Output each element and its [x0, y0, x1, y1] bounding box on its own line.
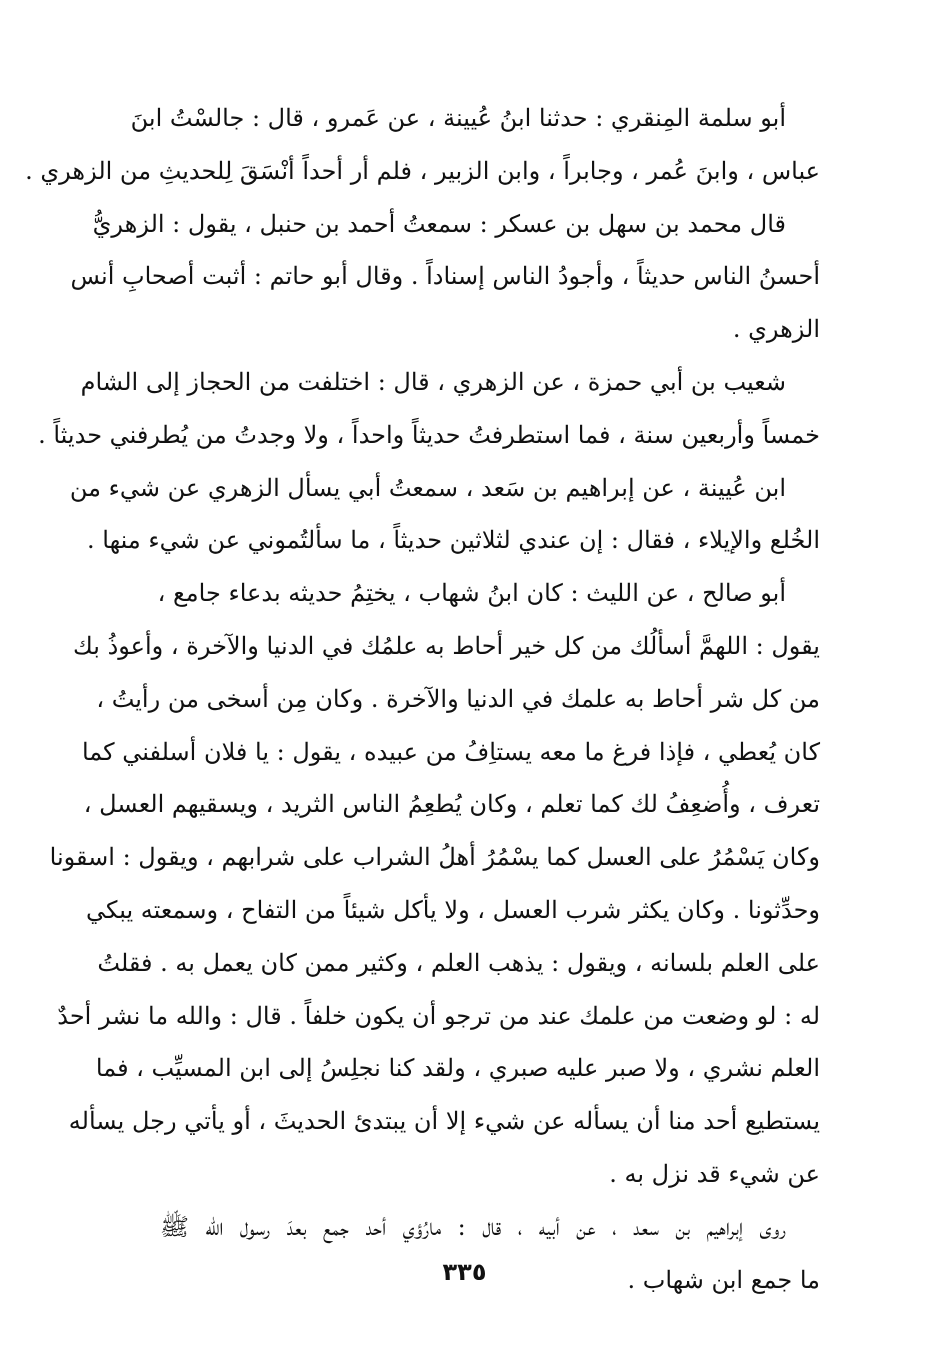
text-line: ما جمع ابن شهاب . [627, 1265, 820, 1294]
text-line: ابن عُيينة ، عن إبراهيم بن سَعد ، سمعتُ أبي يسأل الزهري عن شيء من [69, 473, 786, 502]
text-line: عن شيء قد نزل به . [609, 1159, 820, 1188]
text-line: من كل شر أحاط به علمك في الدنيا والآخرة . وكان مِن أسخى من رأيتُ ، [96, 684, 820, 713]
text-line: عباس ، وابنَ عُمر ، وجابراً ، وابن الزبير ، فلم أر أحداً أنْسَقَ لِلحديثِ من الزهري . [25, 156, 820, 185]
text-line: العلم نشري ، ولا صبر عليه صبري ، ولقد كنا نجلِسُ إلى ابن المسيِّب ، فما [95, 1054, 820, 1083]
text-line: روى إبراهيم بن سعد ، عن أبيه ، قال : مارُؤي أحد جمع بعدَ رسول الله ﷺ [160, 1212, 786, 1241]
body-text [25, 92, 820, 1306]
text-line: أبو سلمة المِنقري : حدثنا ابنُ عُيينة ، عن عَمرو ، قال : جالسْتُ ابنَ [130, 104, 786, 132]
text-line: على العلم بلسانه ، ويقول : يذهب العلم ، وكثير ممن كان يعمل به . فقلتُ [97, 948, 820, 977]
text-line: يقول : اللهمَّ أسألُك من كل خير أحاط به علمُك في الدنيا والآخرة ، وأعوذُ بك [73, 631, 820, 660]
text-line: خمساً وأربعين سنة ، فما استطرفتُ حديثاً واحداً ، ولا وجدتُ من يُطرفني حديثاً . [38, 420, 820, 449]
text-line: الخُلع والإيلاء ، فقال : إن عندي لثلاثين حديثاً ، ما سألتُموني عن شيء منها . [87, 526, 820, 555]
text-line: كان يُعطي ، فإذا فرغ ما معه يستاِفُ من عبيده ، يقول : يا فلان أسلفني كما [81, 737, 820, 766]
text-line: وحدِّثونا . وكان يكثر شرب العسل ، ولا يأكل شيئاً من التفاح ، وسمعته يبكي [86, 895, 820, 924]
text-line: له : لو وضعت من علمك عند من ترجو أن يكون خلفاً . قال : والله ما نشر أحدٌ [57, 1001, 820, 1030]
text-line: الزهري . [732, 315, 820, 344]
text-line: قال محمد بن سهل بن عسكر : سمعتُ أحمد بن حنبل ، يقول : الزهريُّ [92, 209, 786, 238]
page-number: ٣٣٥ [442, 1258, 487, 1286]
text-line: أبو صالح ، عن الليث : كان ابنُ شهاب ، يختِمُ حديثه بدعاء جامع ، [157, 579, 786, 608]
text-line: أحسنُ الناس حديثاً ، وأجودُ الناس إسناداً . وقال أبو حاتم : أثبت أصحابِ أنس [70, 262, 820, 291]
text-line: يستطيع أحد منا أن يسأله عن شيء إلا أن يبتدئ الحديثَ ، أو يأتي رجل يسأله [68, 1107, 820, 1136]
text-line: تعرف ، وأُضعِفُ لك كما تعلم ، وكان يُطعِمُ الناس الثريد ، ويسقيهم العسل ، [83, 790, 820, 819]
text-line: شعيب بن أبي حمزة ، عن الزهري ، قال : اختلفت من الحجاز إلى الشام [80, 367, 786, 396]
text-line: وكان يَسْمُرُ على العسل كما يسْمُرُ أهلُ الشراب على شرابهم ، ويقول : اسقونا [49, 843, 820, 872]
